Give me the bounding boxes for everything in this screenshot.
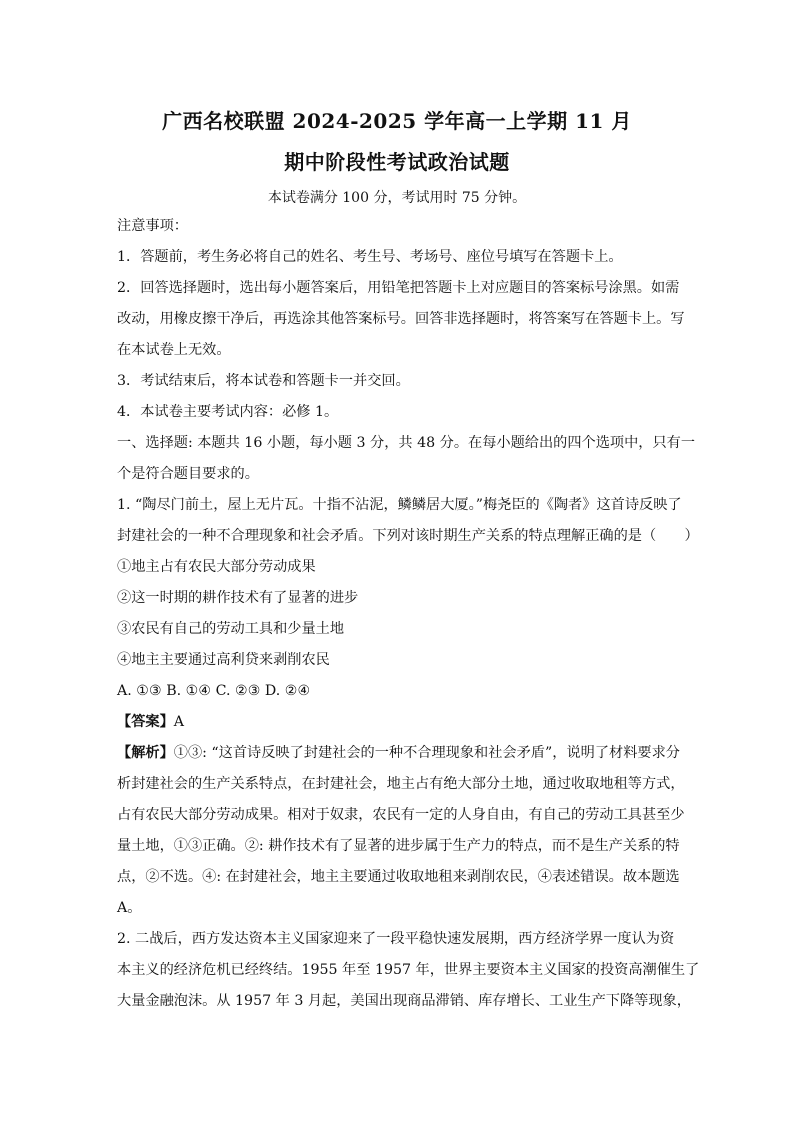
- notice-item: 改动，用橡皮擦干净后，再选涂其他答案标号。回答非选择题时，将答案写在答题卡上。写: [117, 311, 685, 327]
- notice-item: 1．答题前，考生务必将自己的姓名、考生号、考场号、座位号填写在答题卡上。: [117, 249, 623, 265]
- question-1-answer: [117, 707, 689, 738]
- analysis-text: ①③: “这首诗反映了封建社会的一种不合理现象和社会矛盾”，说明了材料要求分: [173, 745, 680, 761]
- question-1-option: ④地主主要通过高利贷来剥削农民: [117, 652, 330, 668]
- analysis-text: A。: [117, 900, 142, 916]
- question-2-text: 大量金融泡沫。从 1957 年 3 月起，美国出现商品滞销、库存增长、工业生产下降等现象，: [117, 993, 691, 1009]
- question-1-stem: 1. “陶尽门前土，屋上无片瓦。十指不沾泥，鳞鳞居大厦。”梅尧臣的《陶者》这首诗反映了: [117, 497, 682, 513]
- answer-value: A: [173, 714, 185, 730]
- exam-title-line1: 广西名校联盟 2024-2025 学年高一上学期 11 月: [162, 109, 632, 133]
- section-heading-line: 个是符合题目要求的。: [117, 466, 259, 482]
- question-2-text: 2. 二战后，西方发达资本主义国家迎来了一段平稳快速发展期，西方经济学界一度认为资: [117, 931, 675, 947]
- question-1-option: ③农民有自己的劳动工具和少量土地: [117, 621, 345, 637]
- question-1-analysis: [117, 738, 689, 769]
- answer-tag: 【答案】: [117, 714, 174, 730]
- question-1-option: ①地主占有农民大部分劳动成果: [117, 559, 316, 575]
- question-1-option: ②这一时期的耕作技术有了显著的进步: [117, 590, 359, 606]
- analysis-text: 占有农民大部分劳动成果。相对于奴隶，农民有一定的人身自由，有自己的劳动工具甚至少: [117, 807, 685, 823]
- notice-item: 2．回答选择题时，选出每小题答案后，用铅笔把答题卡上对应题目的答案标号涂黑。如需: [117, 280, 680, 296]
- notice-item: 3．考试结束后，将本试卷和答题卡一并交回。: [117, 373, 410, 389]
- notice-heading: 注意事项：: [117, 218, 188, 234]
- analysis-text: 点，②不选。④: 在封建社会，地主主要通过收取地租来剥削农民，④表述错误。故本题选: [117, 869, 680, 885]
- exam-subtitle: 本试卷满分 100 分，考试用时 75 分钟。: [267, 190, 527, 206]
- question-1-stem: 封建社会的一种不合理现象和社会矛盾。下列对该时期生产关系的特点理解正确的是（ ）: [117, 528, 699, 544]
- analysis-tag: 【解析】: [117, 745, 174, 761]
- notice-item: 4．本试卷主要考试内容：必修 1。: [117, 404, 339, 420]
- analysis-text: 量土地，①③正确。②: 耕作技术有了显著的进步属于生产力的特点，而不是生产关系的特: [117, 838, 680, 854]
- notice-section: [117, 211, 700, 1017]
- exam-title-line2: 期中阶段性考试政治试题: [284, 150, 510, 174]
- question-1-choices: A. ①③ B. ①④ C. ②③ D. ②④: [117, 683, 311, 699]
- section-heading-line: 一、选择题: 本题共 16 小题，每小题 3 分，共 48 分。在每小题给出的四个选项中，只有一: [117, 435, 696, 451]
- analysis-text: 析封建社会的生产关系特点，在封建社会，地主占有绝大部分土地，通过收取地租等方式，: [117, 776, 685, 792]
- question-2-text: 本主义的经济危机已经终结。1955 年至 1957 年，世界主要资本主义国家的投资高潮催生了: [117, 962, 700, 978]
- notice-item: 在本试卷上无效。: [117, 342, 231, 358]
